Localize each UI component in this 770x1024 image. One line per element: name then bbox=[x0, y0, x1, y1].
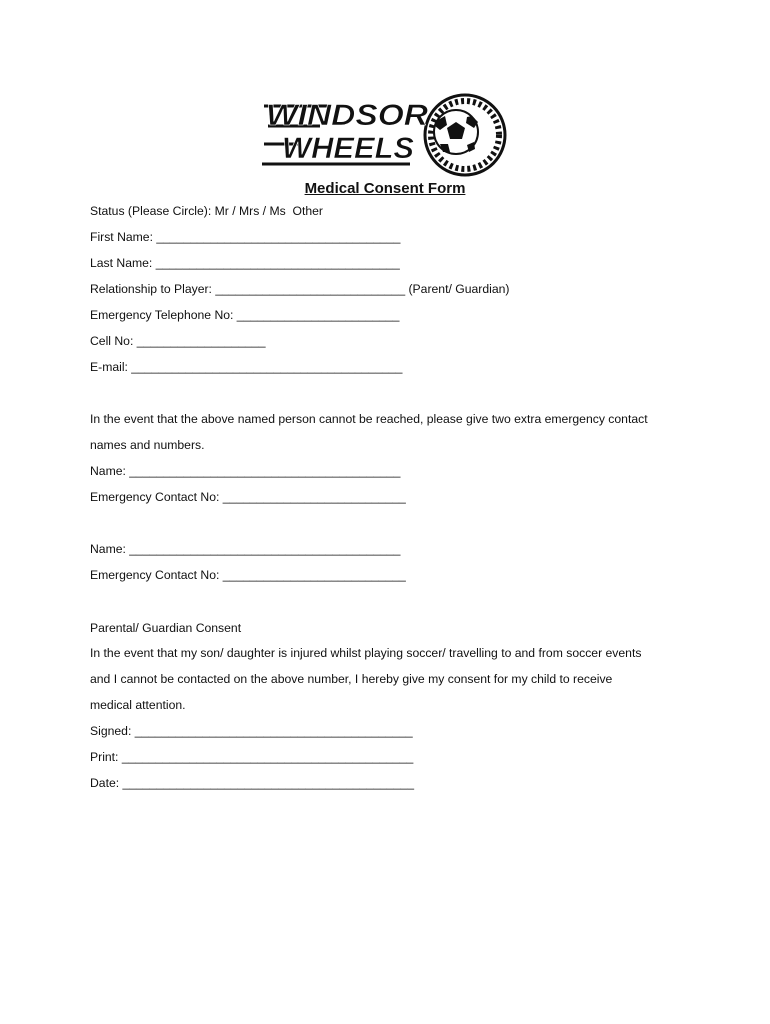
relationship-field[interactable]: Relationship to Player: ____________________________ (Parent/ Guardian) bbox=[90, 282, 510, 296]
logo-graphic bbox=[260, 92, 510, 178]
form-title: Medical Consent Form bbox=[304, 180, 466, 197]
windsor-wheels-logo bbox=[260, 92, 510, 178]
extra-contacts-intro-line1: In the event that the above named person cannot be reached, please give two extra emergency contact bbox=[90, 412, 648, 426]
consent-heading: Parental/ Guardian Consent bbox=[90, 621, 242, 635]
last-name-field[interactable]: Last Name: ____________________________________ bbox=[90, 256, 400, 270]
contact2-phone-field[interactable]: Emergency Contact No: ___________________________ bbox=[90, 568, 406, 582]
first-name-field[interactable]: First Name: ____________________________________ bbox=[90, 230, 401, 244]
logo-line2: WHEELS bbox=[282, 132, 414, 165]
email-field[interactable]: E-mail: ________________________________________ bbox=[90, 360, 403, 374]
emergency-phone-field[interactable]: Emergency Telephone No: ________________________ bbox=[90, 308, 400, 322]
cell-field[interactable]: Cell No: ___________________ bbox=[90, 334, 266, 348]
logo-line1: WINDSOR bbox=[266, 99, 429, 132]
print-field[interactable]: Print: ___________________________________________ bbox=[90, 750, 414, 764]
status-field[interactable]: Status (Please Circle): Mr / Mrs / Ms Other bbox=[90, 204, 323, 218]
contact1-name-field[interactable]: Name: ________________________________________ bbox=[90, 464, 401, 478]
date-field[interactable]: Date: ___________________________________________ bbox=[90, 776, 414, 790]
signed-field[interactable]: Signed: _________________________________________ bbox=[90, 724, 413, 738]
consent-body-line1: In the event that my son/ daughter is injured whilst playing soccer/ travelling to and from soccer events bbox=[90, 646, 642, 660]
extra-contacts-intro-line2: names and numbers. bbox=[90, 438, 205, 452]
consent-body-line2: and I cannot be contacted on the above number, I hereby give my consent for my child to receive bbox=[90, 672, 613, 686]
contact1-phone-field[interactable]: Emergency Contact No: ___________________________ bbox=[90, 490, 406, 504]
consent-body-line3: medical attention. bbox=[90, 698, 186, 712]
contact2-name-field[interactable]: Name: ________________________________________ bbox=[90, 542, 401, 556]
